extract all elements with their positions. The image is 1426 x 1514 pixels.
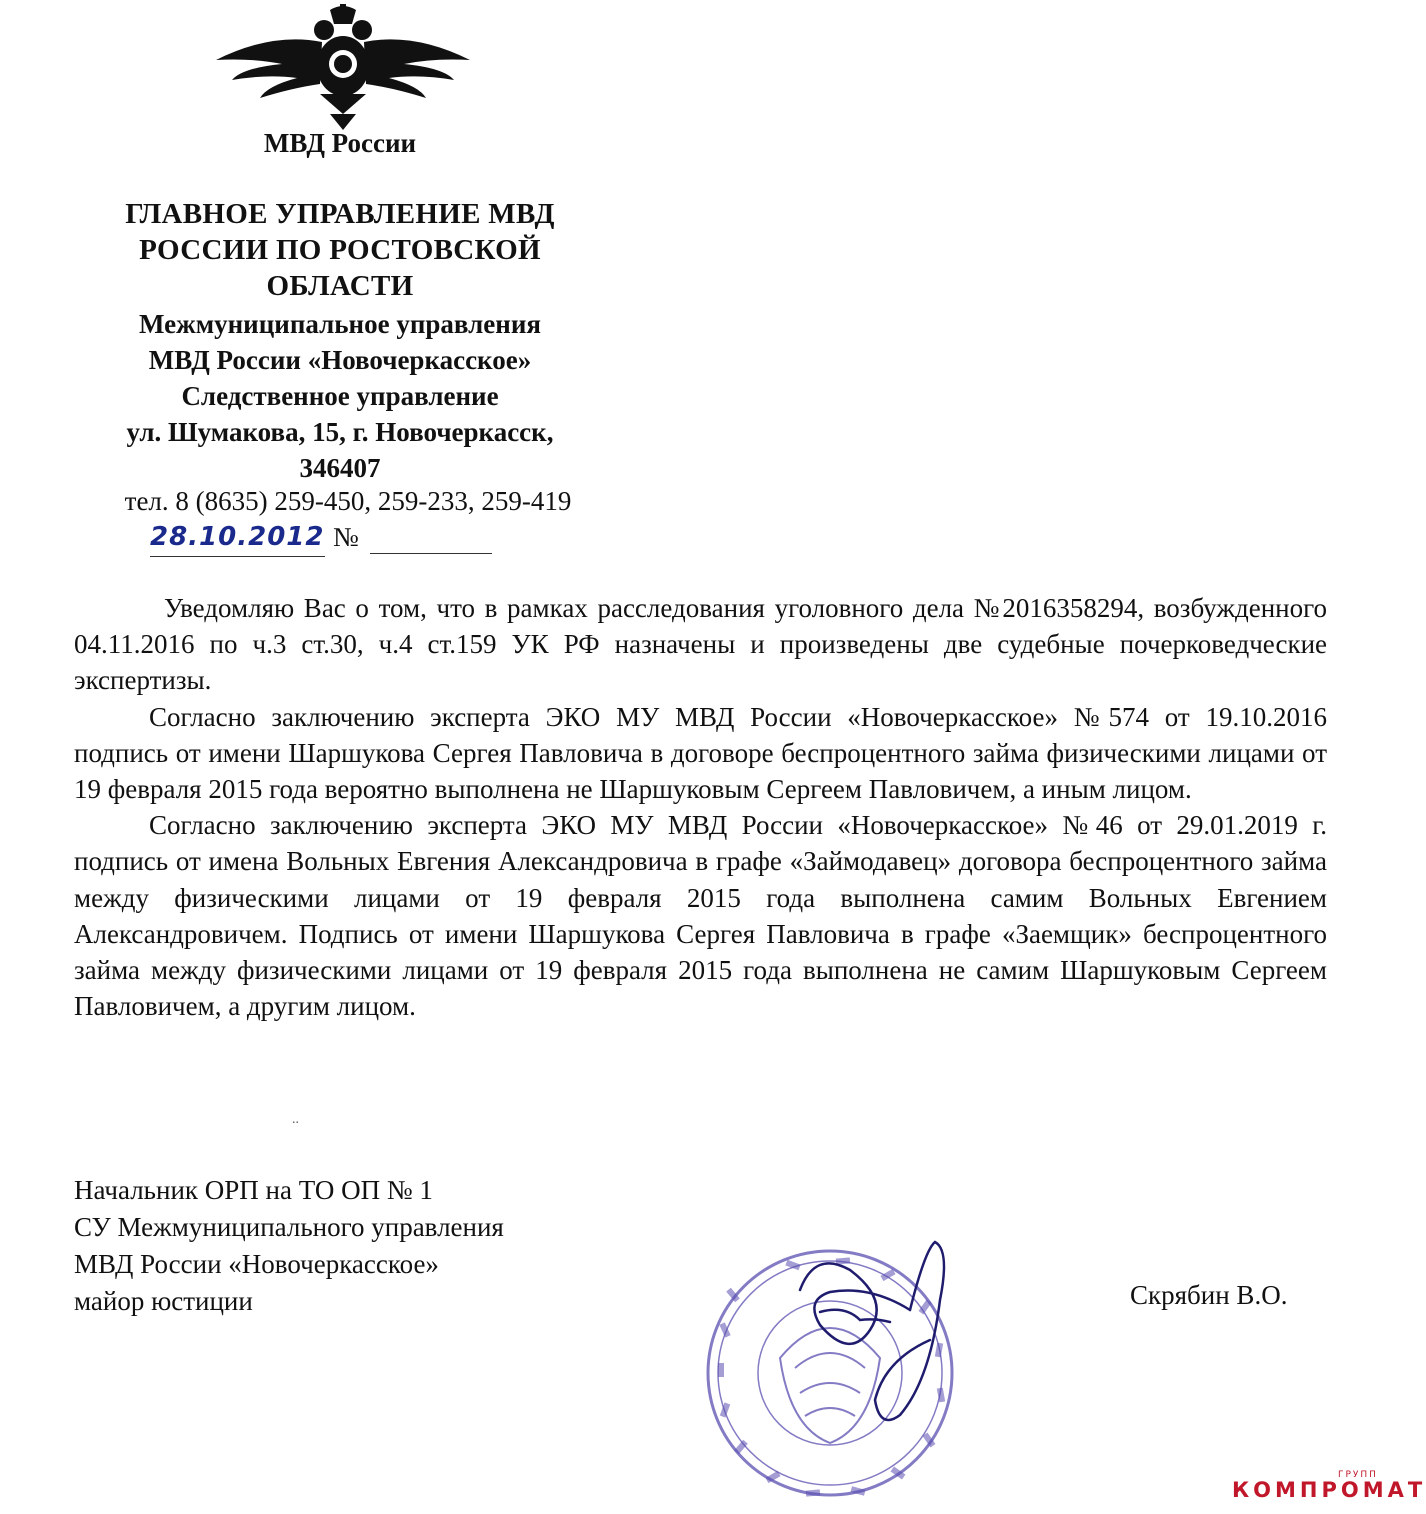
handwritten-signature-icon [760, 1230, 970, 1430]
body-paragraph: Согласно заключению эксперта ЭКО МУ МВД России «Новочеркасское» №574 от 19.10.2016 подпись от имени Шаршукова Сергея Павловича в договоре беспроцентного займа физическими лицами от 19 февраля 2015 года вероятно выполнена не Шаршуковым Сергеем Павловичем, а иным лицом. [74, 701, 1327, 805]
mvd-emblem-icon [212, 2, 474, 132]
signatory-line: майор юстиции [74, 1286, 253, 1316]
org-short-name: МВД России [263, 128, 417, 158]
org-main-line: ОБЛАСТИ [266, 270, 414, 302]
number-blank-line [370, 553, 492, 554]
signatory-line: Начальник ОРП на ТО ОП № 1 [74, 1175, 433, 1205]
org-main-line: ГЛАВНОЕ УПРАВЛЕНИЕ МВД [125, 198, 555, 230]
watermark-small-text: ГРУПП [1338, 1470, 1378, 1480]
body-paragraph: Уведомляю Вас о том, что в рамках расследования уголовного дела №2016358294, возбужденного 04.11.2016 по ч.3 ст.30, ч.4 ст.159 УК РФ назначены и произведены две судебные почерковедческие экспертизы. [74, 593, 1327, 696]
sub-org-line: Межмуниципальное управления [139, 309, 541, 339]
address-line: ул. Шумакова, 15, г. Новочеркасск, [126, 417, 554, 447]
signatory-title [74, 1172, 504, 1320]
signatory-name: Скрябин В.О. [1130, 1280, 1288, 1310]
letter-body [74, 590, 1327, 1024]
handwritten-date: 28.10.2012 [150, 522, 325, 557]
postal-code: 346407 [299, 453, 381, 483]
department-line: Следственное управление [181, 381, 499, 411]
sub-org-line: МВД России «Новочеркасское» [148, 345, 532, 375]
signatory-line: МВД России «Новочеркасское» [74, 1249, 439, 1279]
signatory-line: СУ Межмуниципального управления [74, 1212, 504, 1242]
phone-line: тел. 8 (8635) 259-450, 259-233, 259-419 [124, 486, 572, 516]
scan-speck: .. [292, 1112, 299, 1127]
watermark-text: КОМПРОМАТ [1232, 1478, 1426, 1502]
org-main-name [70, 196, 610, 304]
number-label: № [333, 522, 359, 552]
body-paragraph: Согласно заключению эксперта ЭКО МУ МВД России «Новочеркасское» №46 от 29.01.2019 г. подпись от имена Вольных Евгения Александровича в графе «Займодавец» договора беспроцентного займа между физическими лицами от 19 февраля 2015 года выполнена самим Вольных Евгением Александровичем. Подпись от имени Шаршукова Сергея Павловича в графе «Заемщик» беспроцентного займа между физическими лицами от 19 февраля 2015 года выполнена не самим Шаршуковым Сергеем Павловичем, а другим лицом. [74, 810, 1327, 1022]
org-main-line: РОССИИ ПО РОСТОВСКОЙ [139, 234, 541, 266]
